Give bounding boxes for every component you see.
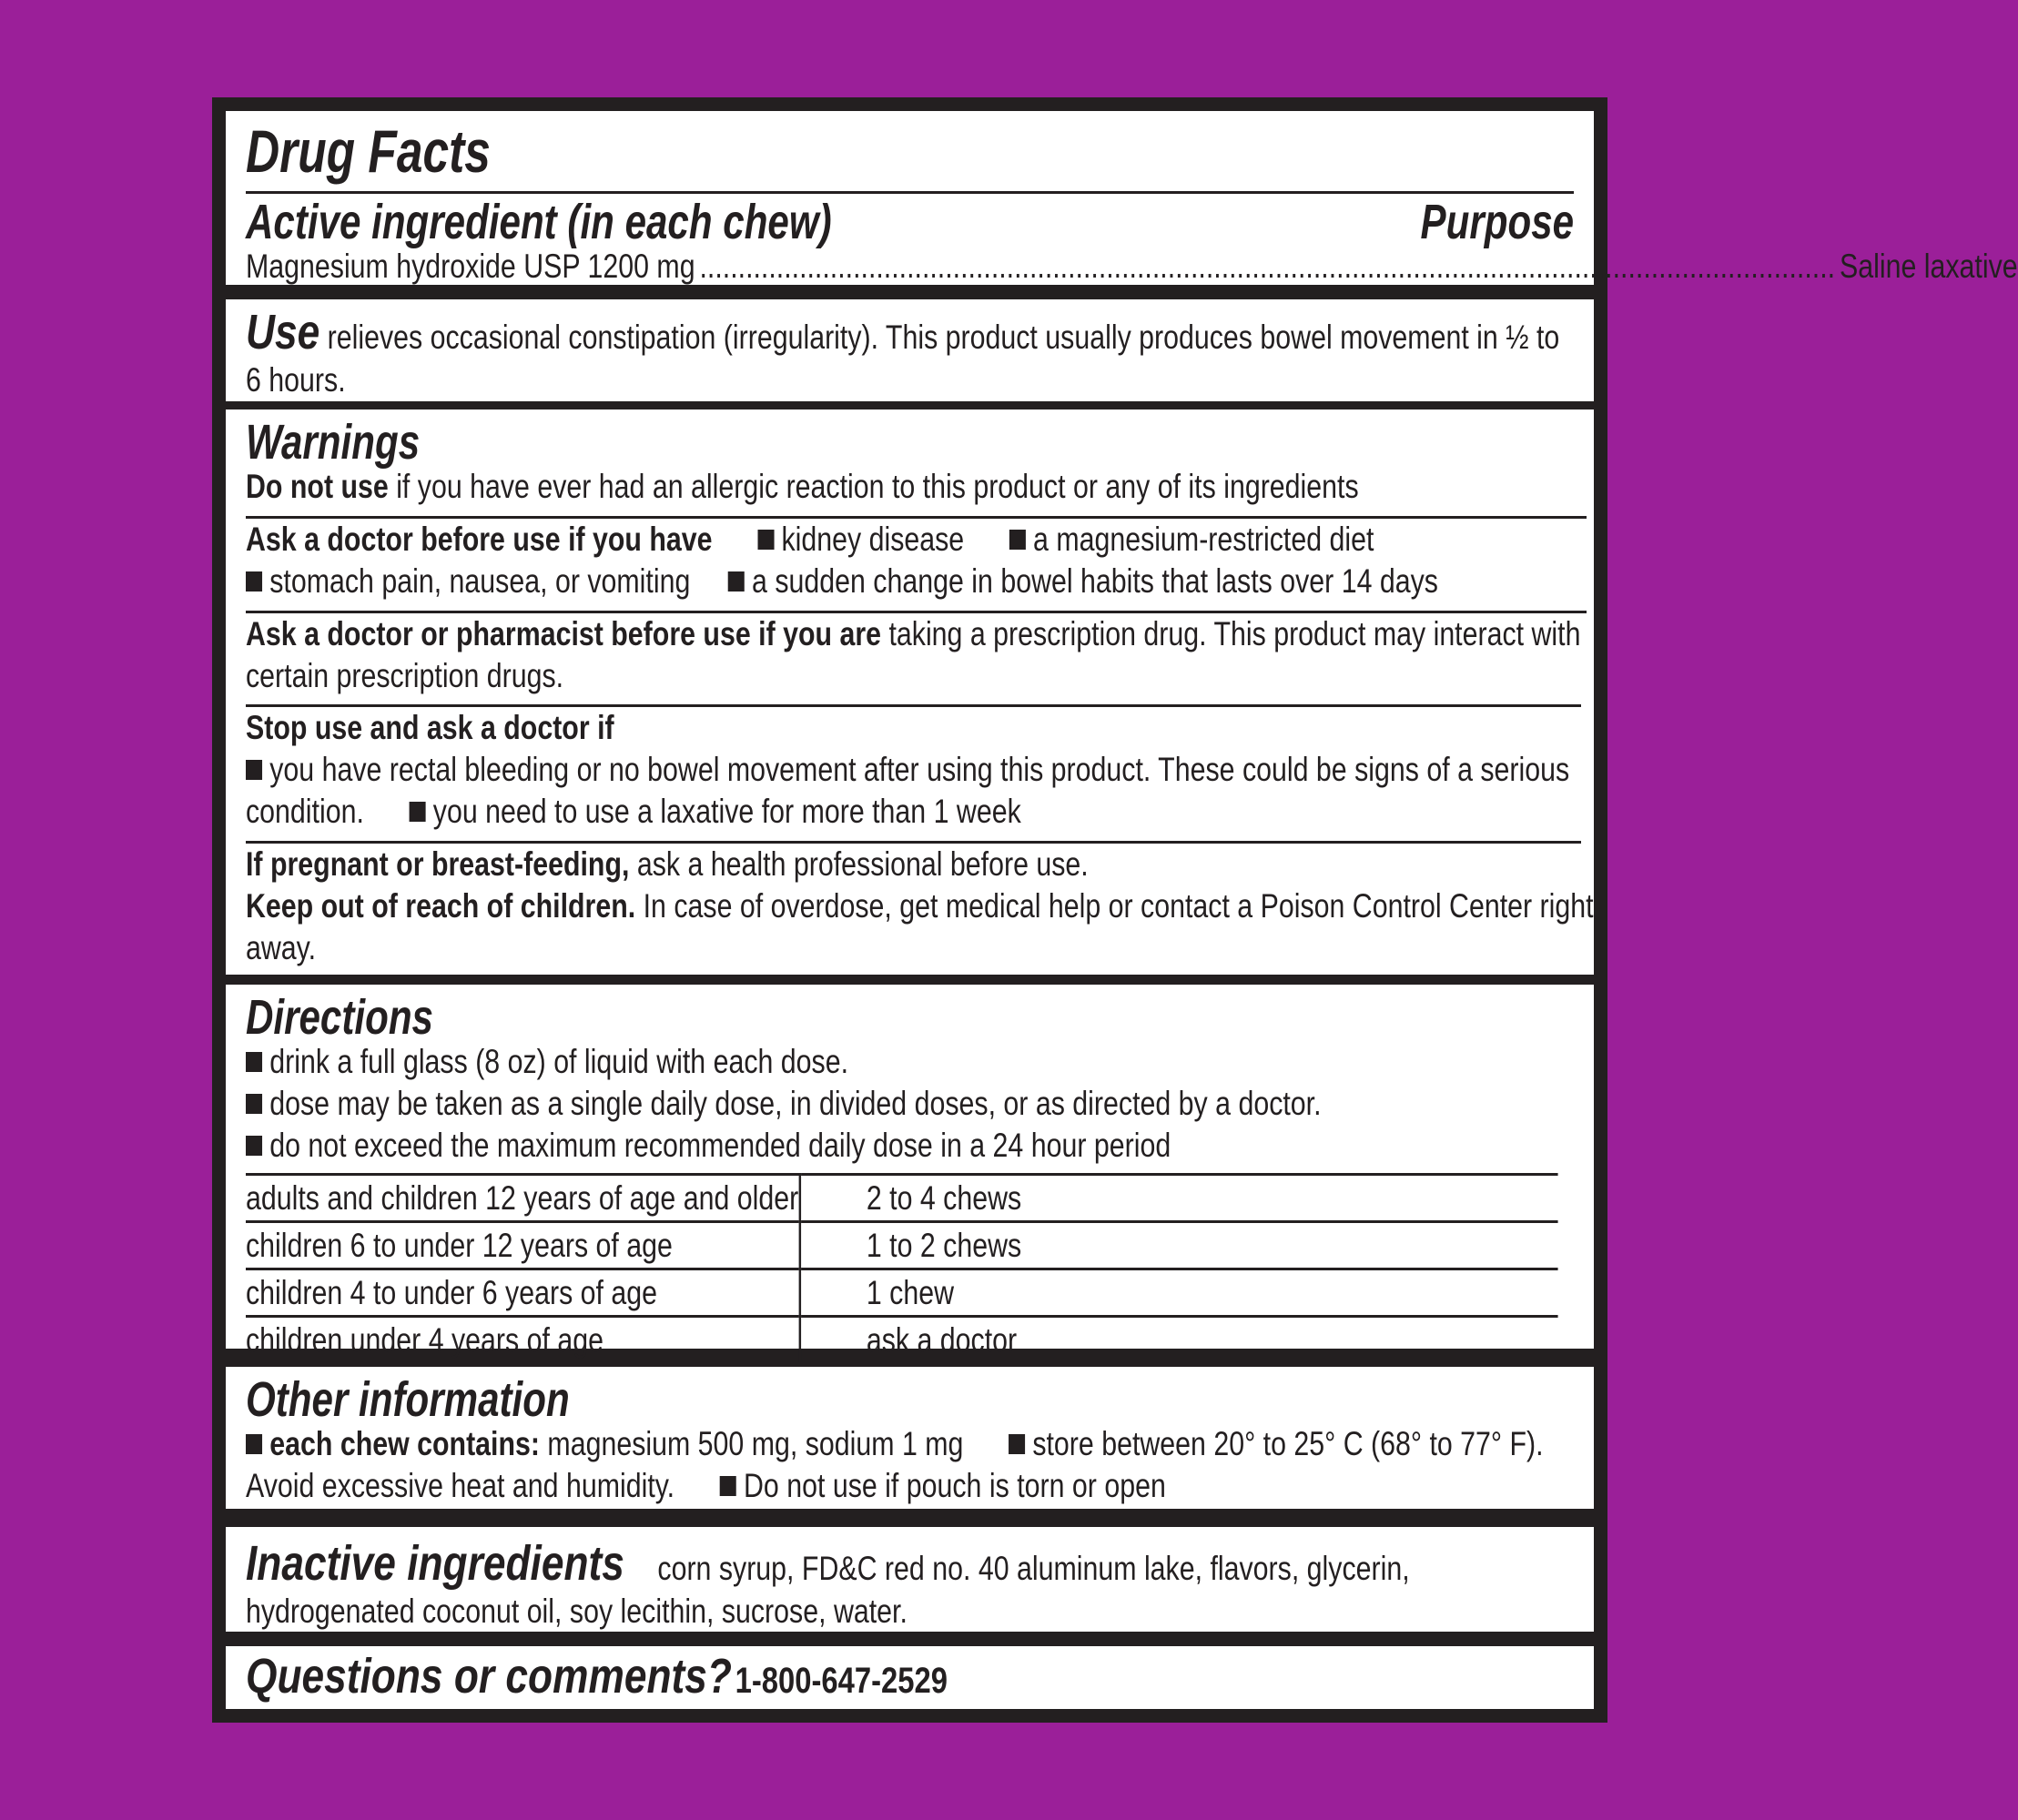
ask-pharmacist: Ask a doctor or pharmacist before use if you are taking a prescription drug. This product may interact with certain prescription drugs.	[246, 615, 1581, 694]
directions-heading: Directions	[246, 990, 433, 1045]
warnings-heading: Warnings	[246, 415, 421, 470]
active-ingredient-section	[226, 111, 2018, 285]
other-info-heading: Other information	[246, 1372, 570, 1427]
inactive-text: corn syrup, FD&C red no. 40 aluminum lake, flavors, glycerin, hydrogenated coconut oil, soy lecithin, sucrose, water.	[246, 1550, 1410, 1630]
bullet-icon	[757, 530, 774, 550]
ingredient-name: Magnesium hydroxide USP 1200 mg	[246, 248, 695, 285]
ask-doctor: Ask a doctor before use if you have kidney disease a magnesium-restricted diet stomach pain, nausea, or vomiting a sudden change in bowel habits that lasts over 14 days	[246, 521, 1438, 600]
phone-number: 1-800-647-2529	[735, 1661, 948, 1701]
other-info-text: each chew contains: magnesium 500 mg, sodium 1 mg store between 20° to 25° C (68° to 77° F). Avoid excessive heat and humidity. Do not use if pouch is torn or open	[246, 1425, 1544, 1504]
stop-use: Stop use and ask a doctor if you have rectal bleeding or no bowel movement after using this product. These could be signs of a serious condition. you need to use a laxative for more than 1 week	[246, 709, 1570, 830]
use-section	[226, 299, 1594, 401]
drug-facts-panel	[212, 97, 2018, 1723]
pregnant-keep-out: If pregnant or breast-feeding, ask a health professional before use. Keep out of reach of children. In case of overdose, get medical help or contact a Poison Control Center right away.	[246, 845, 1594, 966]
warnings-section	[226, 410, 1594, 975]
use-text: relieves occasional constipation (irregularity). This product usually produces bowel movement in ½ to 6 hours.	[246, 318, 1560, 399]
active-ingredient-heading: Active ingredient (in each chew)	[246, 195, 832, 249]
drug-facts-title: Drug Facts	[246, 117, 491, 185]
directions-section	[226, 985, 1594, 1359]
bullet-icon	[246, 1136, 262, 1156]
bullet-icon	[246, 1434, 262, 1454]
bullet-icon	[246, 1052, 262, 1072]
ingredient-purpose: Saline laxative	[1839, 248, 2018, 285]
table-row: children under 4 years of age ask a doctor	[246, 1317, 1558, 1363]
directions-list: drink a full glass (8 oz) of liquid with each dose. dose may be taken as a single daily dose, in divided doses, or as directed by a doctor. do not exceed the maximum recommended daily dose in a 24 hour period	[246, 1041, 1558, 1167]
bullet-icon	[1009, 1434, 1025, 1454]
do-not-use: Do not use if you have ever had an allergic reaction to this product or any of its ingredients	[246, 468, 1359, 505]
questions-section	[226, 1646, 1594, 1709]
table-row: children 6 to under 12 years of age 1 to 2 chews	[246, 1222, 1558, 1269]
dosage-table	[246, 1173, 1557, 1362]
table-row: children 4 to under 6 years of age 1 chew	[246, 1269, 1558, 1317]
bullet-icon	[246, 760, 262, 780]
table-row: adults and children 12 years of age and older 2 to 4 chews	[246, 1175, 1558, 1222]
inactive-ingredients-section	[226, 1527, 1594, 1632]
inactive-heading: Inactive ingredients	[246, 1536, 624, 1591]
bullet-icon	[246, 1094, 262, 1114]
bullet-icon	[246, 571, 262, 592]
bullet-icon	[728, 571, 745, 592]
bullet-icon	[720, 1476, 736, 1496]
bullet-icon	[1009, 530, 1026, 550]
purpose-heading: Purpose	[1420, 195, 1574, 249]
use-heading: Use	[246, 305, 320, 359]
other-info-section	[226, 1367, 1594, 1509]
bullet-icon	[410, 802, 426, 822]
ingredient-row: Magnesium hydroxide USP 1200 mg .................................................................................................................................................... Saline laxative	[246, 246, 1574, 288]
questions-heading: Questions or comments?	[246, 1649, 732, 1704]
